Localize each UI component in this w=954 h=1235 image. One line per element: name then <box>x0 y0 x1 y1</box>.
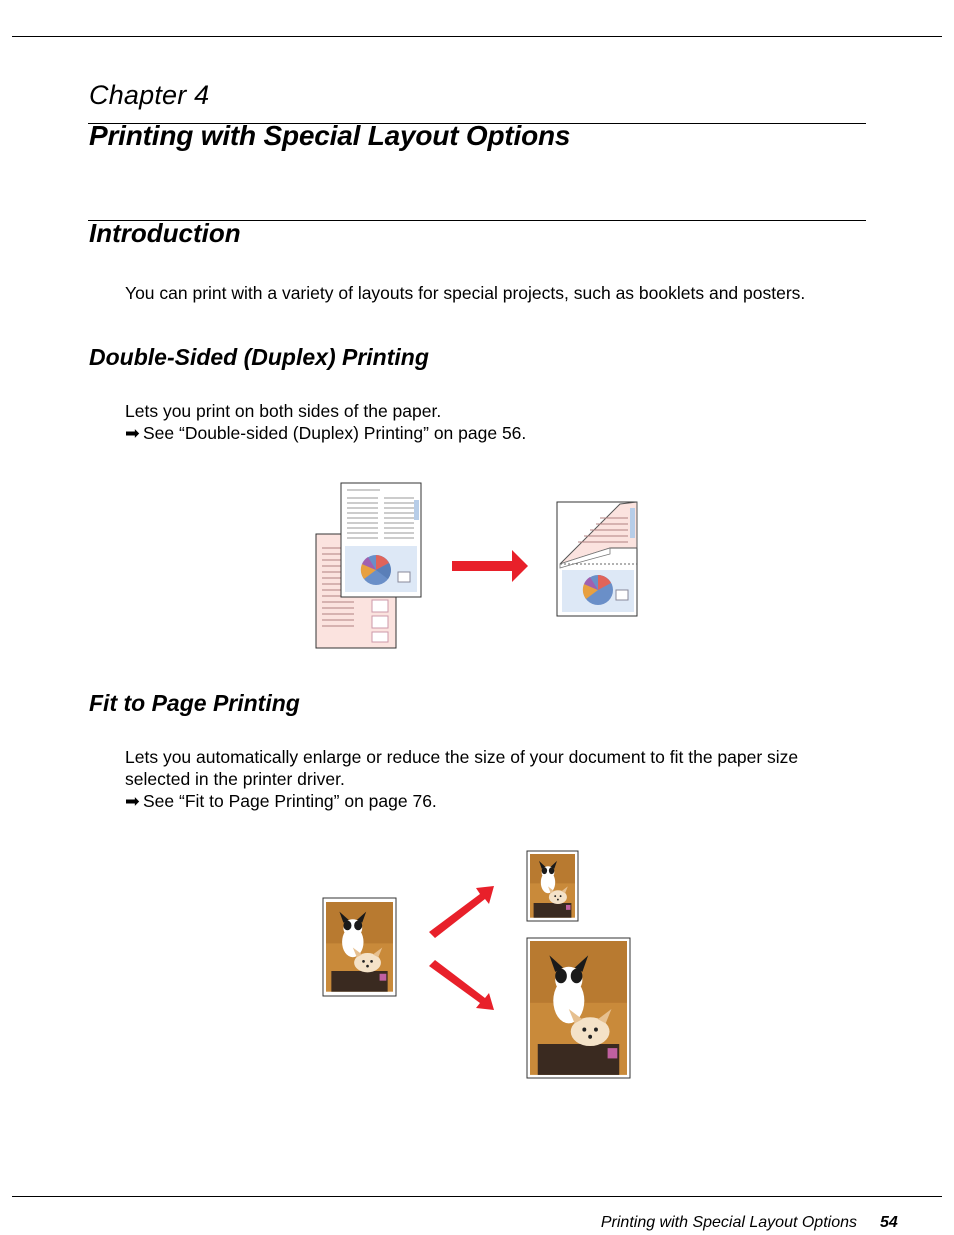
chart-page-icon <box>341 483 421 597</box>
right-arrow-icon: ➡ <box>125 423 140 443</box>
duplex-body-block <box>125 400 865 444</box>
chapter-title: Printing with Special Layout Options <box>89 120 571 151</box>
dog-photo-small-icon <box>527 851 578 921</box>
duplex-xref-text: See “Double-sided (Duplex) Printing” on page 56. <box>143 423 527 443</box>
fit-to-page-heading: Fit to Page Printing <box>89 690 300 716</box>
duplex-heading: Double-Sided (Duplex) Printing <box>89 344 429 370</box>
top-rule <box>12 36 942 37</box>
duplex-illustration <box>310 478 650 654</box>
down-right-arrow-icon <box>429 960 494 1010</box>
fit-to-page-xref-text: See “Fit to Page Printing” on page 76. <box>143 791 437 811</box>
fit-to-page-body-line1: Lets you automatically enlarge or reduce the size of your document to fit the paper size <box>125 747 799 767</box>
dog-photo-large-icon <box>527 938 630 1078</box>
fit-to-page-illustration <box>318 846 638 1084</box>
right-arrow-icon: ➡ <box>125 791 140 811</box>
introduction-body: You can print with a variety of layouts for special projects, such as booklets and posters. <box>125 283 806 303</box>
fit-to-page-xref-link[interactable] <box>125 790 865 812</box>
footer-section-title: Printing with Special Layout Options <box>600 1214 857 1231</box>
page-number: 54 <box>880 1214 898 1231</box>
duplex-body: Lets you print on both sides of the paper. <box>125 401 442 421</box>
dog-photo-icon <box>323 898 396 996</box>
chapter-label: Chapter 4 <box>89 80 210 110</box>
up-right-arrow-icon <box>429 886 494 938</box>
duplex-page-icon <box>557 502 637 616</box>
introduction-heading: Introduction <box>89 218 241 248</box>
fit-to-page-body-block <box>125 746 865 812</box>
right-arrow-icon <box>452 550 528 582</box>
footer-rule <box>12 1196 942 1197</box>
fit-to-page-body-line2: selected in the printer driver. <box>125 769 345 789</box>
duplex-xref-link[interactable] <box>125 422 865 444</box>
